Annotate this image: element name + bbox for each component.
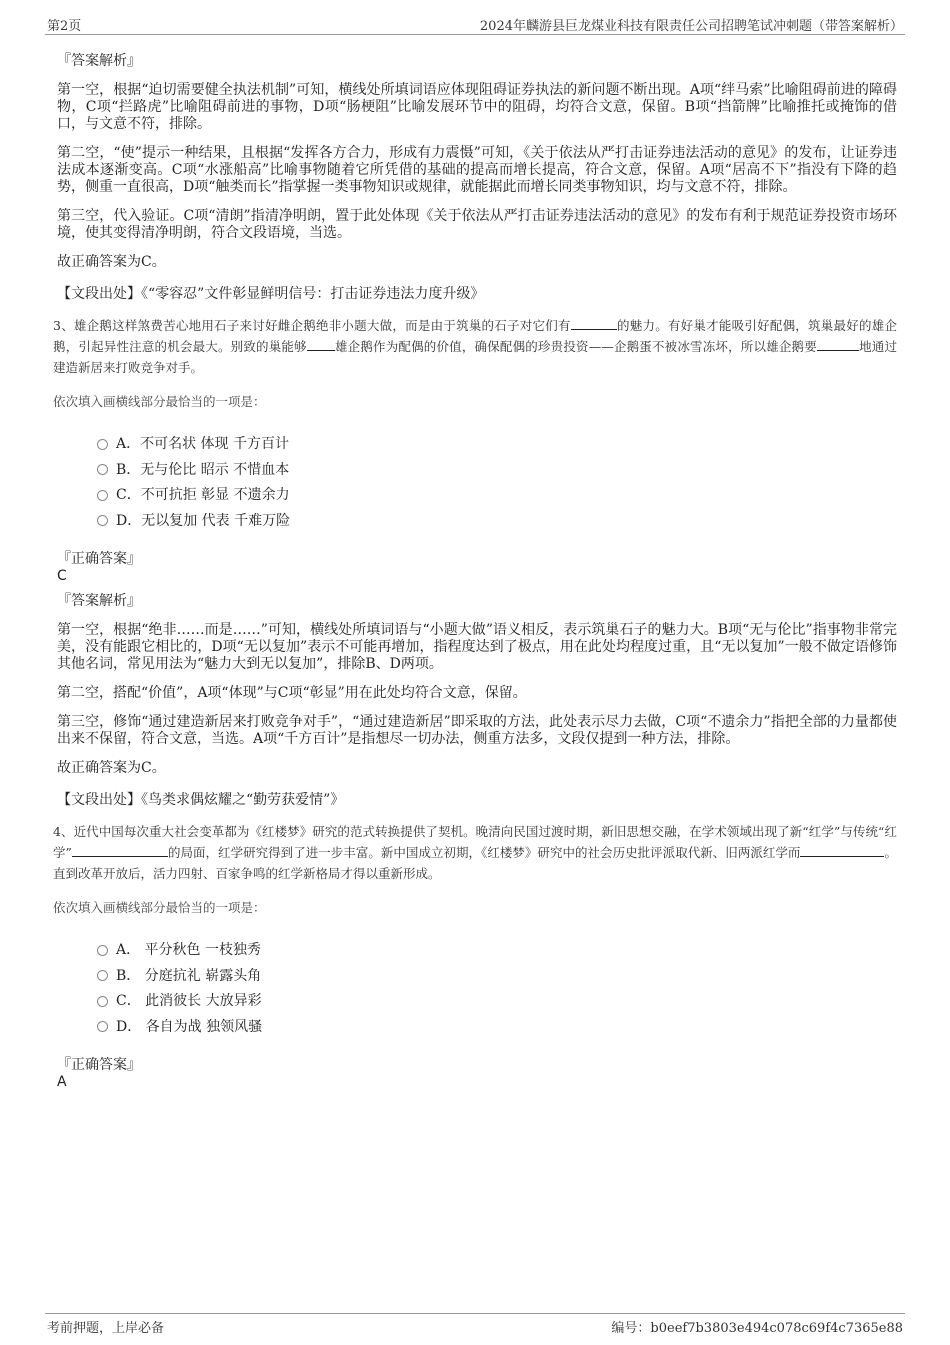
q3-option-b-label: B．无与伦比 昭示 不惜血本 xyxy=(116,461,290,478)
q3-option-d-label: D．无以复加 代表 千难万险 xyxy=(116,512,291,529)
radio-icon[interactable] xyxy=(97,464,108,475)
q3-stem xyxy=(53,315,897,378)
q3-correct-label: 『正确答案』 xyxy=(57,551,141,567)
radio-icon[interactable] xyxy=(97,439,108,450)
q4-correct-label: 『正确答案』 xyxy=(57,1057,141,1073)
radio-icon[interactable] xyxy=(97,1021,108,1032)
q3-option-c[interactable] xyxy=(97,483,897,509)
q3-blank-1 xyxy=(571,317,617,330)
q3-option-a[interactable] xyxy=(97,432,897,458)
q4-option-c[interactable] xyxy=(97,989,897,1015)
q4-correct-answer: A xyxy=(57,1074,67,1090)
q3-analysis-p1: 第一空，根据“绝非……而是……”可知，横线处所填词语与“小题大做”语义相反，表示筑巢石子的魅力大。B项“无与伦比”指事物非常完美，没有能跟它相比的，D项“无以复加”表示不可能再增加，指程度达到了极点，用在此处均程度过重，且“无以复加”一般不做定语修饰其他名词，常见用法为“魅力大到无以复加”，排除B、D两项。 xyxy=(57,622,897,672)
q4-text-b: 的局面，红学研究得到了进一步丰富。新中国成立初期，《红楼梦》研究中的社会历史批评派取代新、旧两派红学而 xyxy=(167,845,801,860)
page-content xyxy=(53,44,897,1094)
q3-option-a-label: A．不可名状 体现 千方百计 xyxy=(116,436,290,452)
document-title: 2024年麟游县巨龙煤业科技有限责任公司招聘笔试冲刺题（带答案解析） xyxy=(479,19,903,34)
q4-option-c-label: C． 此消彼长 大放异彩 xyxy=(116,993,262,1009)
q3-analysis-p2: 第二空，搭配“价值”，A项“体现”与C项“彰显”用在此处均符合文意，保留。 xyxy=(57,685,527,701)
q2-analysis-p3: 第三空，代入验证。C项“清朗”指清净明朗，置于此处体现《关于依法从严打击证券违法活动的意见》的发布有利于规范证券投资市场环境，使其变得清净明朗，符合文段语境，当选。 xyxy=(57,208,897,241)
q2-analysis-p1: 第一空，根据“迫切需要健全执法机制”可知，横线处所填词语应体现阻碍证券执法的新问题不断出现。A项“绊马索”比喻阻碍前进的障碍物，C项“拦路虎”比喻阻碍前进的事物，D项“肠梗阻”比喻发展环节中的阻碍，均符合文意，保留。B项“挡箭牌”比喻推托或掩饰的借口，与文意不符，排除。 xyxy=(57,82,897,132)
q3-option-b[interactable] xyxy=(97,458,897,484)
q3-analysis-p3: 第三空，修饰“通过建造新居来打败竞争对手”，“通过建造新居”即采取的方法，此处表示尽力去做，C项“不遗余力”指把全部的力量都使出来不保留，符合文意，当选。A项“千方百计”是指想尽一切办法，侧重方法多，文段仅提到一种方法，排除。 xyxy=(57,714,897,747)
q3-conclusion: 故正确答案为C。 xyxy=(57,760,166,776)
q4-blank-1 xyxy=(72,844,168,857)
q3-text-c: 雄企鹅作为配偶的价值，确保配偶的珍贵投资——企鹅蛋不被冰雪冻坏，所以雄企鹅要 xyxy=(334,339,817,354)
q2-conclusion: 故正确答案为C。 xyxy=(57,254,166,270)
q4-option-a-label: A． 平分秋色 一枝独秀 xyxy=(116,942,262,958)
q2-analysis-label: 『答案解析』 xyxy=(57,53,141,69)
q4-text-c: 。直到改革开放后，活力四射、百家争鸣的红学新格局才得以重新形成。 xyxy=(53,845,897,881)
radio-icon[interactable] xyxy=(97,996,108,1007)
q4-stem xyxy=(53,821,897,884)
q3-blank-3 xyxy=(817,338,859,351)
q4-blank-2 xyxy=(800,844,884,857)
q4-option-d[interactable] xyxy=(97,1015,897,1041)
q3-text-d: 地通过建造新居来打败竞争对手。 xyxy=(53,339,897,375)
q4-text-a: 4、近代中国每次重大社会变革都为《红楼梦》研究的范式转换提供了契机。晚清向民国过渡时期，新旧思想交融，在学术领域出现了新“红学”与传统“红学” xyxy=(53,824,897,860)
q3-options xyxy=(97,432,897,534)
page-footer xyxy=(45,1313,905,1336)
q3-source: 【文段出处】《鸟类求偶炫耀之“勤劳获爱情”》 xyxy=(57,792,345,808)
page-header xyxy=(45,12,905,35)
q3-instruction: 依次填入画横线部分最恰当的一项是： xyxy=(53,394,266,409)
q3-option-c-label: C．不可抗拒 彰显 不遗余力 xyxy=(116,487,290,503)
q3-text-b: 的魅力。有好巢才能吸引好配偶，筑巢最好的雄企鹅，引起异性注意的机会最大。别致的巢能够 xyxy=(53,318,897,354)
q3-correct-answer: C xyxy=(57,568,67,584)
q3-blank-2 xyxy=(307,338,335,351)
radio-icon[interactable] xyxy=(97,945,108,956)
q3-analysis-label: 『答案解析』 xyxy=(57,593,141,609)
q4-option-a[interactable] xyxy=(97,938,897,964)
q4-options xyxy=(97,938,897,1040)
q4-option-b[interactable] xyxy=(97,964,897,990)
q2-source: 【文段出处】《“零容忍”文件彰显鲜明信号：打击证券违法力度升级》 xyxy=(57,286,485,302)
q4-option-b-label: B． 分庭抗礼 崭露头角 xyxy=(116,967,262,984)
q2-analysis-p2: 第二空，“使”提示一种结果，且根据“发挥各方合力，形成有力震慑”可知，《关于依法从严打击证券违法活动的意见》的发布，让证券违法成本逐渐变高。C项“水涨船高”比喻事物随着它所凭借的基础的提高而增长提高，符合文意，保留。A项“居高不下”指没有下降的趋势，侧重一直很高，D项“触类而长”指掌握一类事物知识或规律，就能据此而增长同类事物知识，均与文意不符，排除。 xyxy=(57,145,897,195)
footer-slogan: 考前押题，上岸必备 xyxy=(47,1321,165,1336)
q4-option-d-label: D． 各自为战 独领风骚 xyxy=(116,1018,263,1035)
q3-option-d[interactable] xyxy=(97,509,897,535)
page-number: 第2页 xyxy=(47,19,82,34)
radio-icon[interactable] xyxy=(97,490,108,501)
footer-serial: 编号：b0eef7b3803e494c078c69f4c7365e88 xyxy=(611,1321,903,1336)
q4-instruction: 依次填入画横线部分最恰当的一项是： xyxy=(53,900,266,915)
q3-text-a: 3、雄企鹅这样煞费苦心地用石子来讨好雌企鹅绝非小题大做，而是由于筑巢的石子对它们有 xyxy=(53,318,571,333)
radio-icon[interactable] xyxy=(97,515,108,526)
radio-icon[interactable] xyxy=(97,970,108,981)
